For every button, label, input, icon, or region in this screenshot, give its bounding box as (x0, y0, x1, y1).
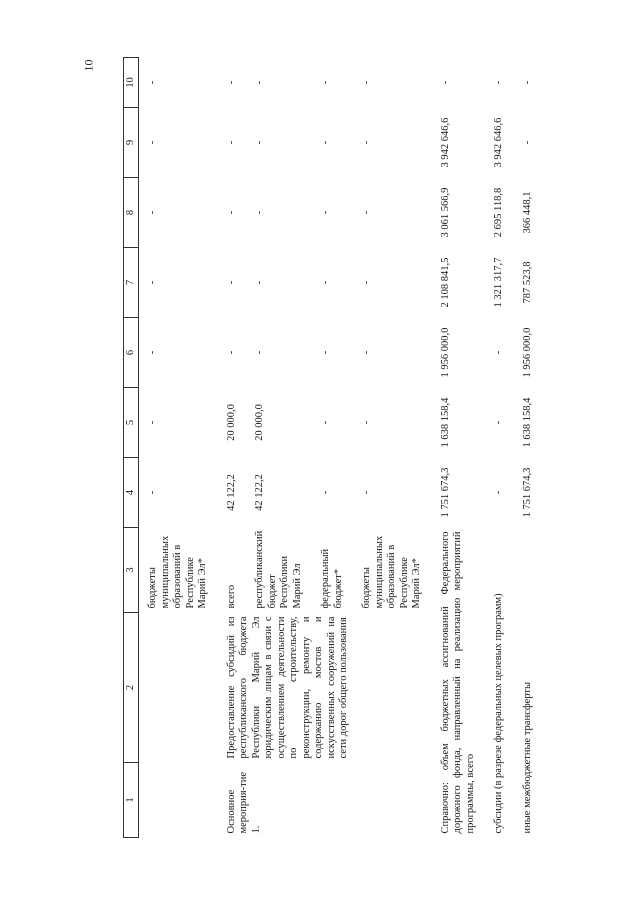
value-cell: - (225, 210, 237, 215)
activity-description-cell: Предоставление субсидий из республиканского бюджета Республики Марий Эл юридическим лицам в связи с осуществлением деятельности по строительству, реконструкции, ремонту и содержанию мостов и искусственных сооружений на сети дорог общего пользования (225, 616, 349, 759)
reference-label-cell: субсидии (в разрезе федеральных целевых программ) (493, 593, 504, 834)
value-cell: - (254, 350, 265, 355)
value-cell: 2 108 841,5 (439, 257, 451, 308)
value-cell: 3 942 646,6 (493, 117, 504, 168)
value-cell: - (493, 350, 504, 355)
value-cell: - (320, 140, 331, 145)
funding-source-cell: всего (225, 584, 237, 609)
value-cell: - (147, 140, 158, 145)
column-header: 1 (124, 763, 139, 838)
funding-source-cell: бюджеты муниципальных образований в Республике Марий Эл* (361, 535, 422, 609)
funding-source-cell: федеральный бюджет* (320, 548, 344, 609)
value-cell: 1 321 317,7 (493, 257, 504, 308)
value-cell: 20 000,0 (254, 404, 265, 441)
value-cell: 787 523,8 (521, 261, 533, 304)
value-cell: - (521, 140, 533, 145)
value-cell: - (225, 280, 237, 285)
column-header: 2 (124, 613, 139, 763)
value-cell: - (361, 350, 372, 355)
value-cell: 42 122,2 (225, 474, 237, 511)
value-cell: 3 061 566,9 (439, 187, 451, 238)
reference-label-cell: Справочно: объем бюджетных ассигнований Федерального дорожного фонда, направленный на реализацию мероприятий программы, всего (439, 531, 476, 834)
value-cell: - (254, 140, 265, 145)
value-cell: - (225, 80, 237, 85)
value-cell: - (361, 210, 372, 215)
value-cell: 1 956 000,0 (439, 327, 451, 378)
value-cell: 42 122,2 (254, 474, 265, 511)
value-cell: - (320, 420, 331, 425)
table-row (514, 58, 543, 838)
column-header: 5 (124, 388, 139, 458)
funding-source-cell: республиканский бюджет Республики Марий Эл (254, 530, 303, 609)
page-number: 10 (81, 59, 96, 72)
table-row (139, 58, 218, 838)
value-cell: - (361, 490, 372, 495)
table-cell (139, 613, 218, 763)
value-cell: 1 638 158,4 (439, 397, 451, 448)
column-header: 7 (124, 248, 139, 318)
value-cell: - (361, 80, 372, 85)
value-cell: 2 695 118,8 (493, 187, 504, 238)
value-cell: - (320, 210, 331, 215)
value-cell: 1 751 674,3 (439, 467, 451, 518)
table-header-row (124, 58, 139, 838)
table-row (218, 58, 247, 838)
value-cell: - (225, 350, 237, 355)
table-row (432, 58, 486, 838)
value-cell: - (254, 210, 265, 215)
value-cell: 20 000,0 (225, 404, 237, 441)
value-cell: - (439, 80, 451, 85)
value-cell: 1 751 674,3 (521, 467, 533, 518)
value-cell: - (493, 420, 504, 425)
column-header: 9 (124, 108, 139, 178)
table-cell (139, 763, 218, 838)
value-cell: - (147, 80, 158, 85)
column-header: 6 (124, 318, 139, 388)
value-cell: - (361, 280, 372, 285)
value-cell: - (320, 80, 331, 85)
table-row (485, 58, 514, 838)
column-header: 4 (124, 458, 139, 528)
value-cell: - (147, 350, 158, 355)
activity-number-cell: Основное мероприя-тие 1. (225, 772, 262, 834)
budget-table-sheet (123, 58, 583, 838)
value-cell: - (361, 420, 372, 425)
reference-label-cell: иные межбюджетные трансферты (521, 681, 533, 834)
column-header: 3 (124, 528, 139, 613)
column-header: 8 (124, 178, 139, 248)
value-cell: - (320, 280, 331, 285)
value-cell: - (521, 80, 533, 85)
value-cell: - (320, 350, 331, 355)
value-cell: - (361, 140, 372, 145)
value-cell: - (254, 280, 265, 285)
value-cell: 1 638 158,4 (521, 397, 533, 448)
value-cell: - (493, 490, 504, 495)
funding-source-cell: бюджеты муниципальных образований в Республике Марий Эл* (147, 535, 208, 609)
value-cell: 366 448,1 (521, 191, 533, 234)
value-cell: - (493, 80, 504, 85)
value-cell: - (320, 490, 331, 495)
budget-table (123, 57, 542, 838)
value-cell: - (147, 420, 158, 425)
value-cell: - (254, 80, 265, 85)
value-cell: - (147, 210, 158, 215)
value-cell: - (147, 490, 158, 495)
value-cell: - (225, 140, 237, 145)
value-cell: 1 956 000,0 (521, 327, 533, 378)
value-cell: 3 942 646,6 (439, 117, 451, 168)
column-header: 10 (124, 58, 139, 108)
value-cell: - (147, 280, 158, 285)
